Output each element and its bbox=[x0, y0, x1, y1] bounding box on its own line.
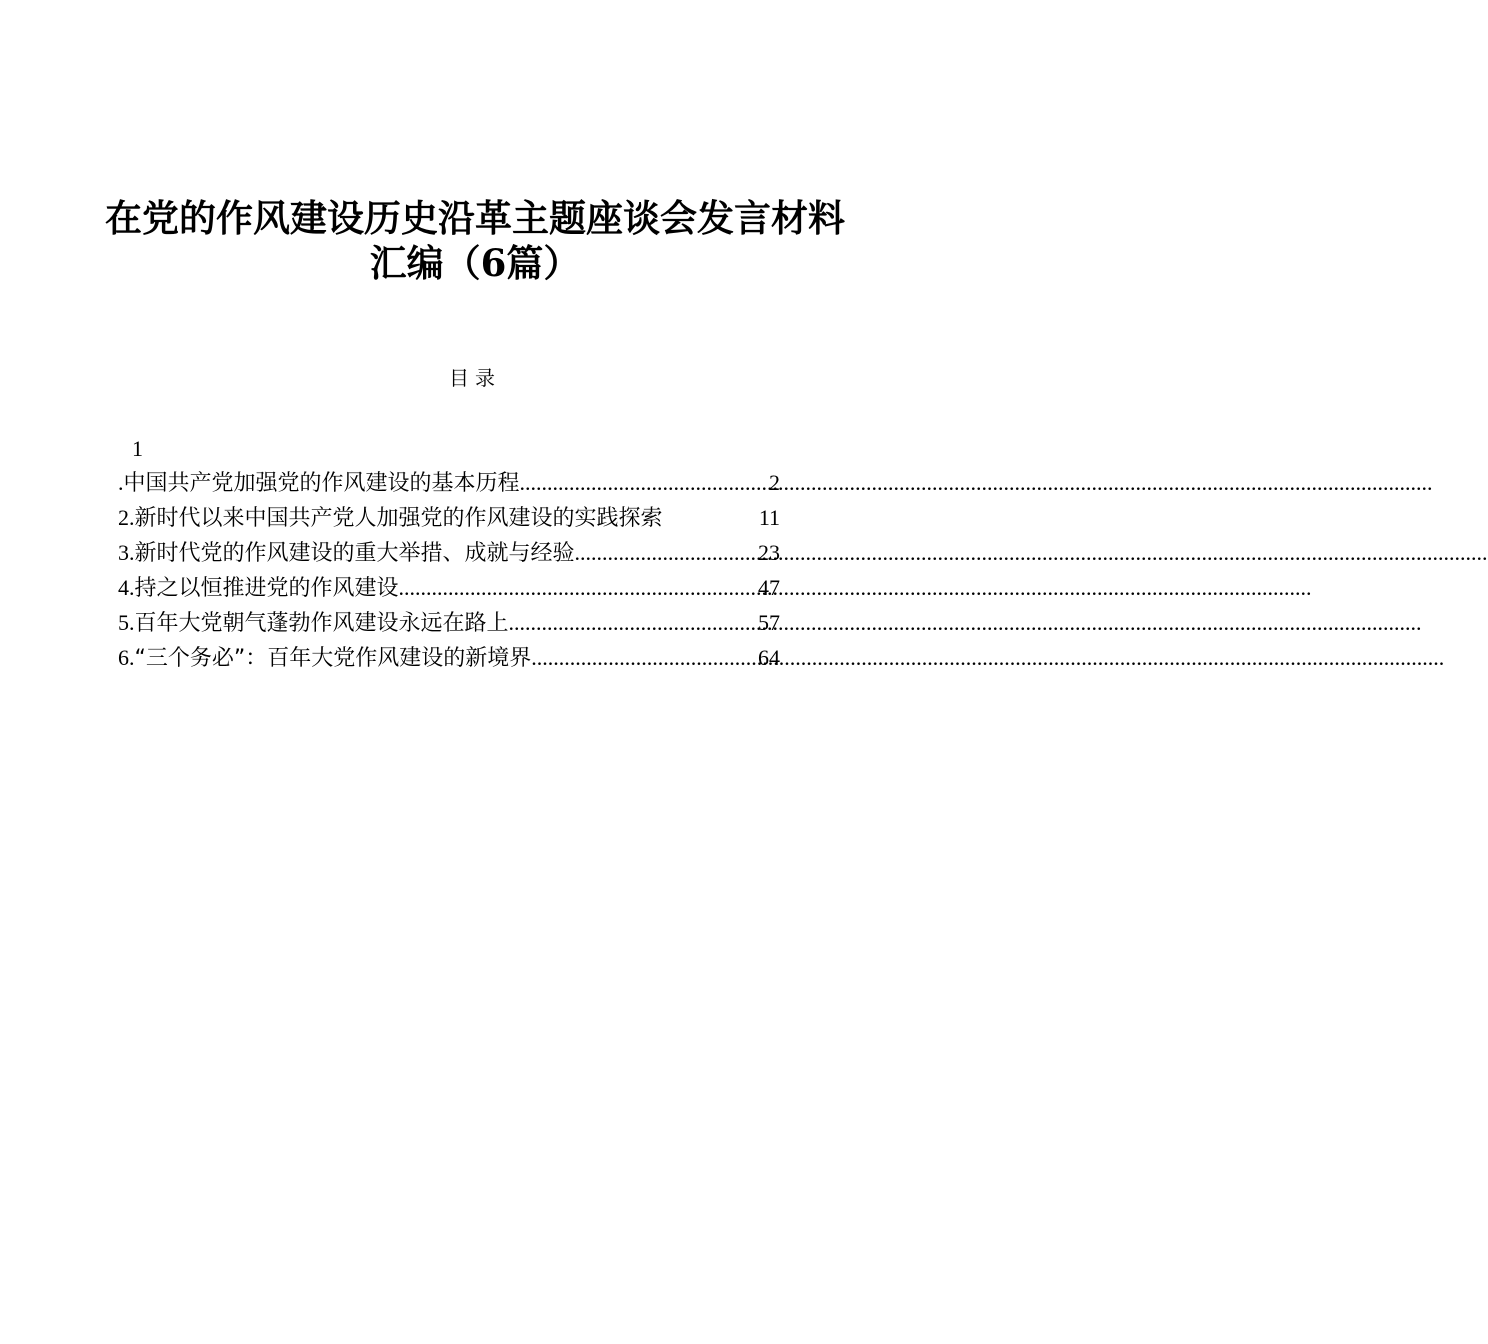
document-title-line1: 在党的作风建设历史沿革主题座谈会发言材料 bbox=[105, 196, 845, 240]
toc-leader-dots bbox=[399, 570, 758, 605]
toc-entry-2[interactable] bbox=[118, 500, 780, 535]
toc-entry-4[interactable] bbox=[118, 570, 780, 605]
toc-leader-dots bbox=[520, 465, 769, 500]
toc-first-number: 1 bbox=[132, 436, 143, 461]
toc-entry-number: 5. bbox=[118, 610, 135, 635]
toc-entry-number: 2. bbox=[118, 505, 135, 530]
toc-entry-page: 47 bbox=[758, 575, 780, 600]
toc-entry-page: 2 bbox=[769, 470, 780, 495]
toc-entry-number: 6. bbox=[118, 645, 135, 670]
document-title-line2: 汇编（6篇） bbox=[369, 241, 581, 285]
table-of-contents bbox=[118, 432, 780, 675]
toc-entry-5[interactable] bbox=[118, 605, 780, 640]
toc-entry-page: 11 bbox=[758, 505, 780, 530]
toc-entry-title: 百年大党朝气蓬勃作风建设永远在路上 bbox=[134, 611, 509, 636]
toc-entry-page: 64 bbox=[758, 645, 780, 670]
toc-entry-page: 23 bbox=[758, 540, 780, 565]
toc-heading: 目录 bbox=[449, 366, 501, 390]
toc-entry-title: 持之以恒推进党的作风建设 bbox=[134, 576, 399, 601]
toc-entry-number: . bbox=[118, 470, 124, 495]
toc-entry-title: “三个务必”：百年大党作风建设的新境界 bbox=[134, 646, 532, 671]
toc-leader-dots bbox=[575, 535, 758, 570]
toc-entry-1[interactable] bbox=[118, 465, 780, 500]
toc-entry-title: 新时代党的作风建设的重大举措、成就与经验 bbox=[134, 541, 575, 566]
toc-entry-page: 57 bbox=[758, 610, 780, 635]
toc-entry-number: 4. bbox=[118, 575, 135, 600]
toc-entry-title: 中国共产党加强党的作风建设的基本历程 bbox=[123, 471, 520, 496]
toc-leader-dots bbox=[509, 605, 758, 640]
toc-entry-title: 新时代以来中国共产党人加强党的作风建设的实践探索 bbox=[134, 506, 663, 531]
toc-entry-number: 3. bbox=[118, 540, 135, 565]
toc-leader-dots bbox=[531, 640, 758, 675]
toc-entry-6[interactable] bbox=[118, 640, 780, 675]
toc-entry-3[interactable] bbox=[118, 535, 780, 570]
